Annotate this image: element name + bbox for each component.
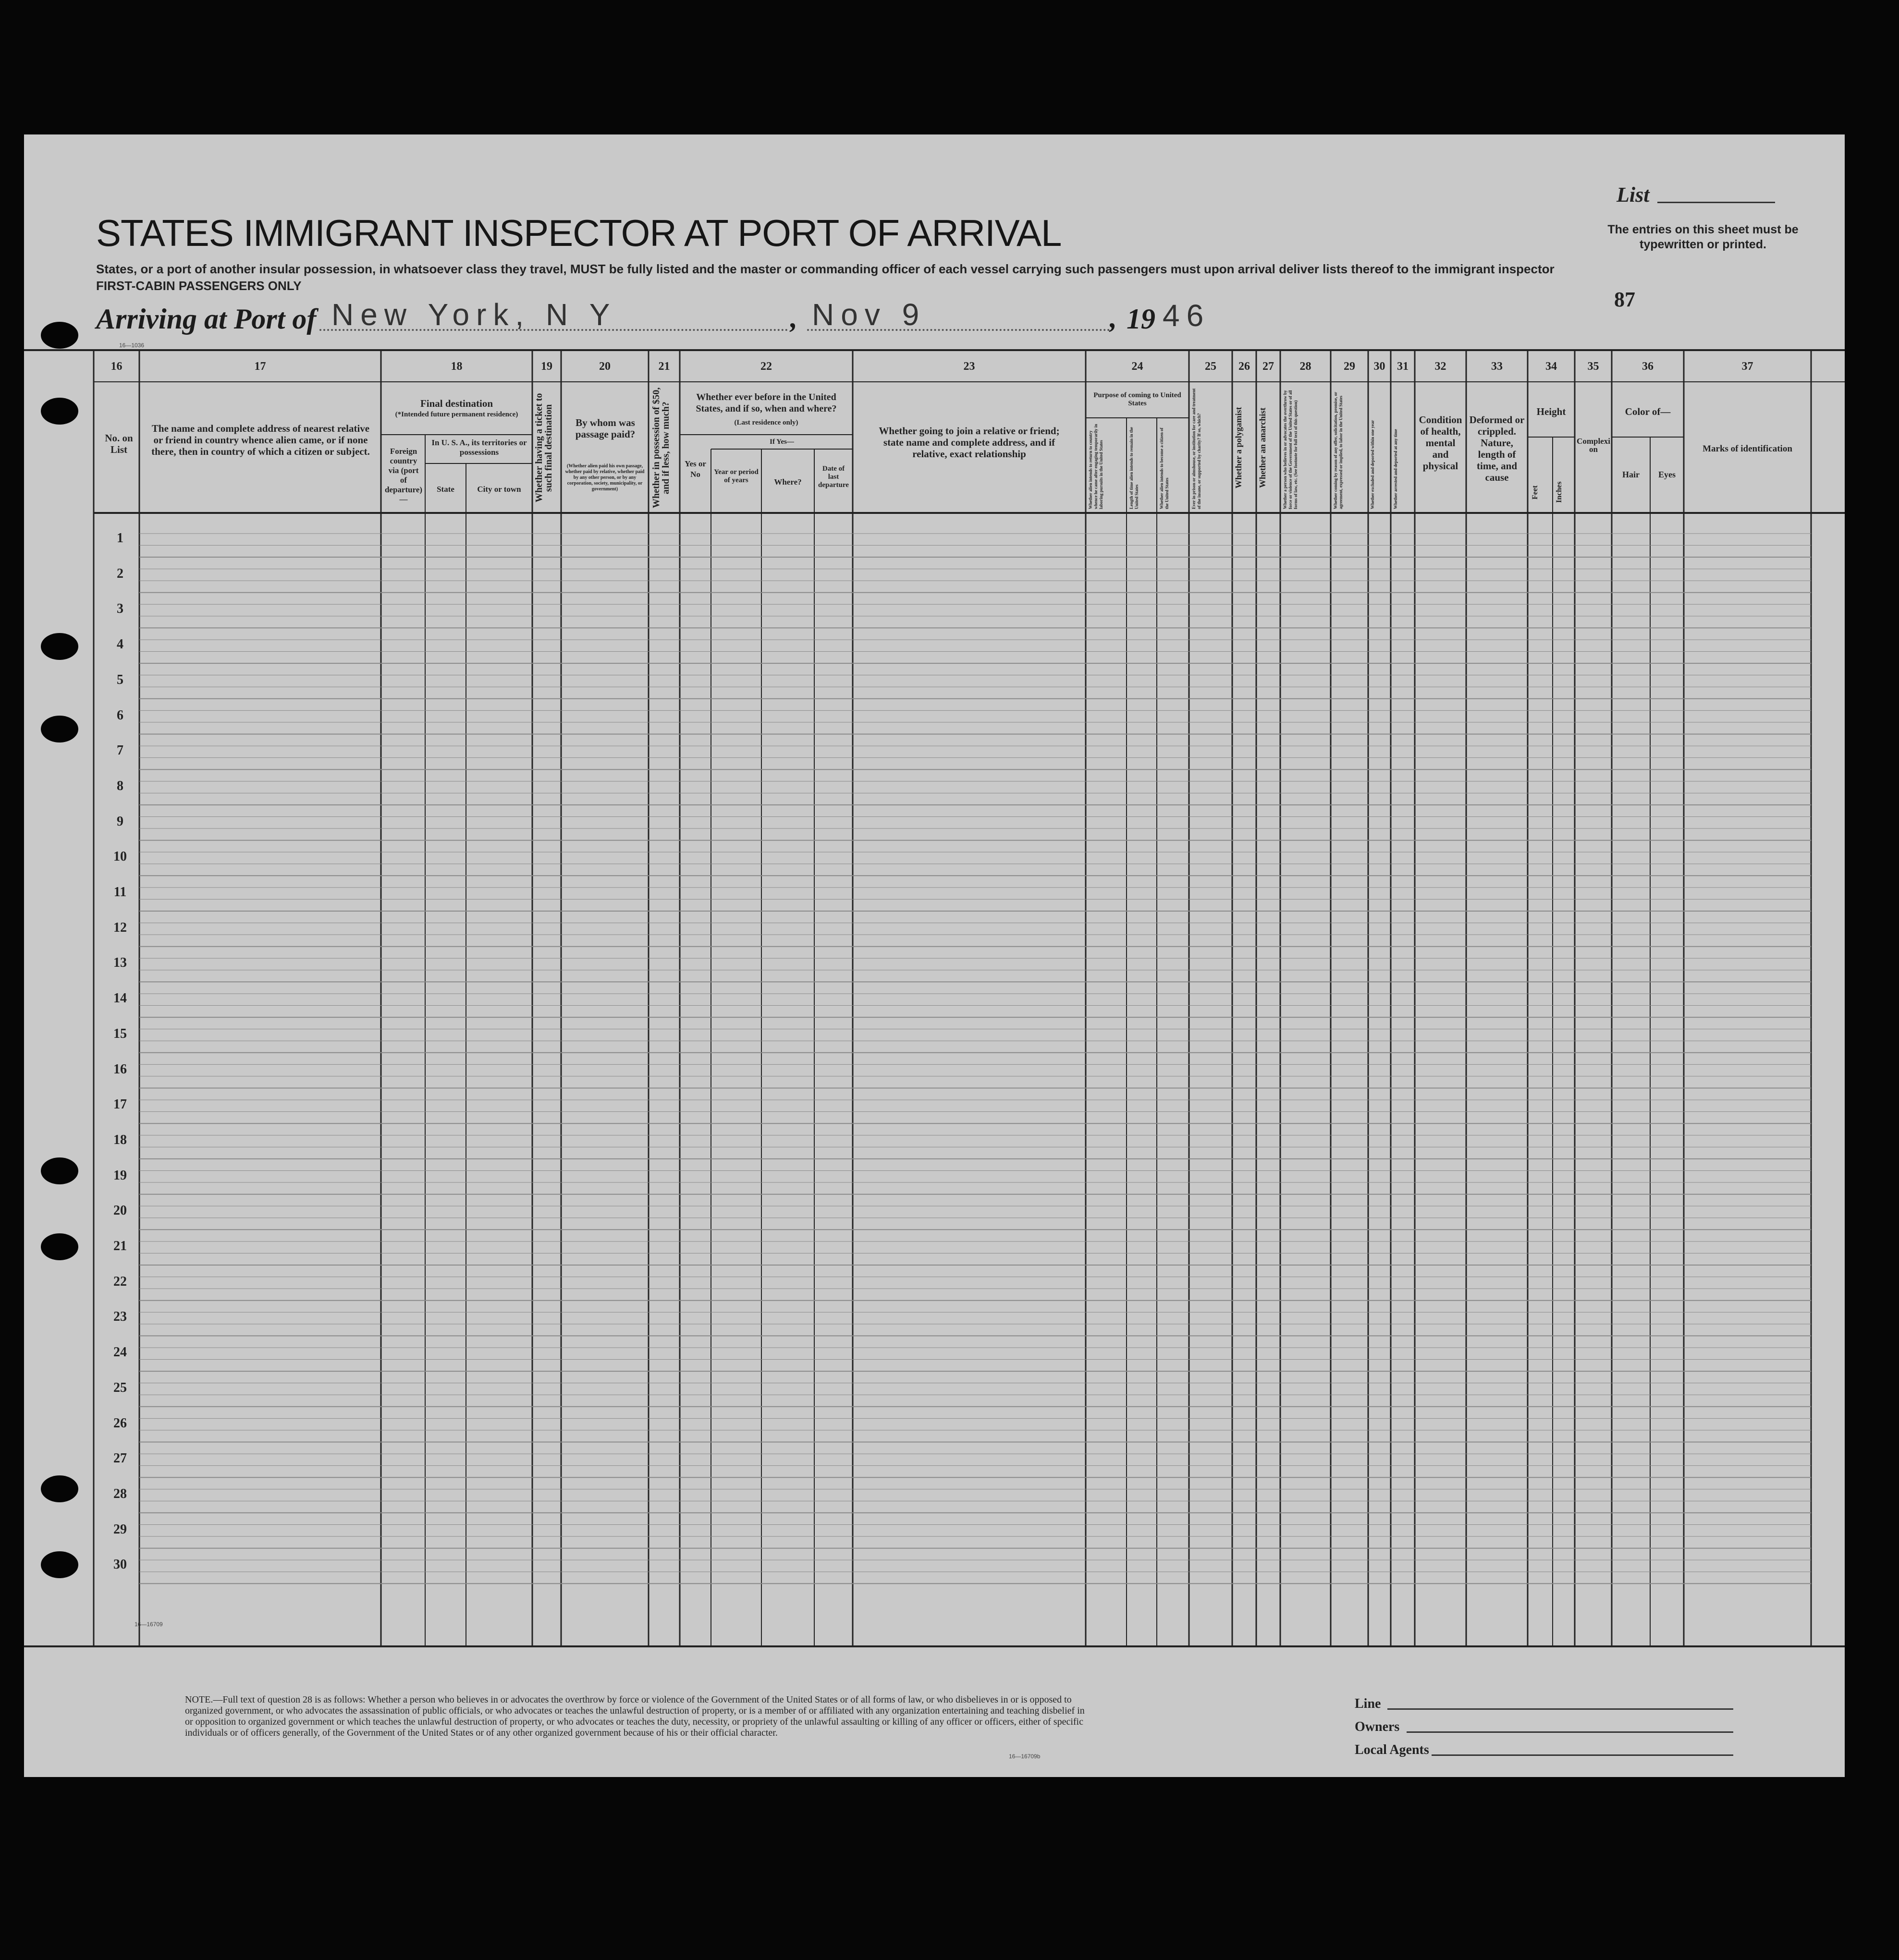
row-number: 20	[113, 1203, 127, 1218]
row-number: 6	[117, 707, 123, 723]
line-label: Line	[1355, 1696, 1381, 1711]
col-number: 37	[1741, 360, 1753, 373]
comma: ,	[790, 302, 797, 334]
col-number: 22	[760, 360, 772, 373]
col23-header: Whether going to join a relative or friend; state name and complete address, and if relative, exact relationship	[879, 425, 1060, 460]
col34-inches: Inches	[1555, 481, 1563, 503]
col26-header: Whether a polygamist	[1234, 407, 1243, 489]
agents-label: Local Agents	[1355, 1742, 1429, 1757]
form-code: 16—16709b	[1009, 1753, 1041, 1760]
col18-state: State	[437, 485, 454, 494]
col-number: 33	[1491, 360, 1503, 373]
col-number: 16	[110, 360, 123, 373]
row-number: 13	[113, 955, 127, 971]
col-number: 19	[541, 360, 552, 373]
year-prefix: 19	[1127, 303, 1155, 335]
row-number: 9	[117, 814, 123, 829]
row-number: 27	[113, 1451, 127, 1466]
col-number: 31	[1397, 360, 1409, 373]
col22-note: (Last residence only)	[734, 419, 798, 426]
arriving-label: Arriving at Port of	[96, 303, 317, 335]
row-number: 21	[113, 1239, 127, 1254]
page-number: 87	[1614, 288, 1635, 311]
col-number: 21	[658, 360, 670, 373]
col-number: 18	[451, 360, 463, 373]
col-number: 26	[1238, 360, 1250, 373]
list-label: List	[1617, 183, 1650, 207]
col17-header: The name and complete address of nearest relative or friend in country whence alien came, or if none there, then in country of which a citizen or subject.	[151, 423, 370, 457]
col-number: 36	[1642, 360, 1654, 373]
col32-header: Condition of health, mental and physical	[1419, 414, 1462, 472]
row-number: 15	[113, 1026, 127, 1041]
agents-field	[1432, 1754, 1733, 1756]
col-number: 20	[599, 360, 611, 373]
col-number: 23	[963, 360, 975, 373]
col-number: 24	[1131, 360, 1143, 373]
col29-header: Whether coming by reason of any offer, solicitation, promise, or agreement, expressed or implied, to labor in the United States	[1333, 392, 1343, 509]
row-number: 7	[117, 743, 123, 758]
owners-field	[1407, 1731, 1733, 1733]
row-number: 16	[113, 1061, 127, 1077]
col20-note: (Whether alien paid his own passage, whether paid by relative, whether paid by any other person, or by any corporation, society, municipality, or government)	[565, 463, 645, 492]
row-number: 26	[113, 1415, 127, 1431]
row-number: 12	[113, 920, 127, 935]
row-number: 22	[113, 1274, 127, 1289]
row-number: 23	[113, 1309, 127, 1325]
col25-header: Ever in prison or almshouse, or institution for care and treatment of the insane, or supported by charity? If so, which?	[1191, 388, 1201, 509]
row-number: 30	[113, 1557, 127, 1572]
port-value: New York, N Y	[331, 297, 617, 332]
col30-header: Whether excluded and deported within one year	[1370, 420, 1375, 509]
row-number: 19	[113, 1168, 127, 1183]
col27-header: Whether an anarchist	[1258, 407, 1267, 488]
col18-usa: In U. S. A., its territories or possessions	[431, 438, 527, 457]
col-number: 25	[1205, 360, 1216, 373]
row-number: 29	[113, 1522, 127, 1537]
col35-header: Complexion	[1577, 437, 1610, 454]
cabin-note: FIRST-CABIN PASSENGERS ONLY	[96, 279, 302, 293]
col22-yesno: Yes or No	[685, 459, 706, 479]
form-code: 16—16709	[135, 1621, 163, 1628]
col16-header: No. on List	[105, 432, 133, 455]
date-value: Nov 9	[812, 297, 926, 332]
row-number: 8	[117, 778, 123, 793]
footnote: NOTE.—Full text of question 28 is as follows: Whether a person who believes in or advocates the overthrow by force or violence of the Government of the United States or of all forms of law, or who disbelieves in or is opposed to organized government, or who advocates the assassination of public officials, or who advocates or teaches the unlawful destruction of property, or is a member of or affiliated with any organization entertaining and teaching disbelief in or opposition to organized government or which teaches the unlawful destruction of property, or who advocates or teaches the duty, necessity, or propriety of the unlawful assaulting or killing of any officer or officers, either of specific individuals or of officers generally, of the Government of the United States or of any other organized government because of his or their official character.	[185, 1694, 1085, 1738]
owners-label: Owners	[1355, 1719, 1400, 1734]
col22-ifyes: If Yes—	[770, 438, 794, 446]
row-number: 17	[113, 1097, 127, 1112]
row-number: 25	[113, 1380, 127, 1395]
row-number: 10	[113, 849, 127, 864]
col18-foreign: Foreign country via (port of departure)—	[384, 447, 423, 504]
col-number: 30	[1373, 360, 1385, 373]
row-number: 3	[117, 601, 123, 617]
comma: ,	[1110, 302, 1117, 334]
col24-title: Purpose of coming to United States	[1093, 391, 1181, 407]
col-number: 28	[1299, 360, 1311, 373]
col36-hair: Hair	[1622, 470, 1640, 479]
typewritten-note: The entries on this sheet must be typewritten or printed.	[1607, 223, 1799, 251]
col24-b: Length of time alien intends to remain in the United States	[1129, 427, 1139, 509]
col-number: 34	[1545, 360, 1557, 373]
col20-header: By whom was passage paid?	[575, 417, 636, 440]
col-number: 35	[1587, 360, 1599, 373]
col28-header: Whether a person who believes in or advocates the overthrow by force or violence of the Government of the United States or of all forms of law, etc. (See footnote for full text of this question)	[1283, 390, 1298, 509]
row-number: 2	[117, 566, 123, 581]
row-number: 4	[117, 637, 123, 652]
year-value: 46	[1163, 298, 1211, 333]
col24-a: Whether alien intends to return to country whence he came after engaging temporarily in laboring pursuits in the United States	[1088, 424, 1103, 509]
col-number: 17	[254, 360, 266, 373]
col31-header: Whether arrested and deported at any time	[1393, 429, 1398, 509]
row-number: 1	[117, 531, 123, 546]
col19-header: Whether having a ticket to such final destination	[534, 393, 554, 503]
form-code: 16—1036	[119, 342, 145, 349]
col34-feet: Feet	[1531, 485, 1539, 499]
form-subtitle: States, or a port of another insular possession, in whatsoever class they travel, MUST be fully listed and the master or commanding officer of each vessel carrying such passengers must upon arrival deliver lists thereof to the immigrant inspector	[96, 262, 1555, 276]
col34-title: Height	[1536, 406, 1566, 417]
col22-date: Date of last departure	[818, 465, 849, 489]
col18-title: Final destination	[420, 398, 493, 409]
row-number: 14	[113, 991, 127, 1006]
row-number: 18	[113, 1132, 127, 1147]
col-number: 32	[1434, 360, 1446, 373]
col24-c: Whether alien intends to become a citizen of the United States	[1159, 427, 1169, 509]
line-field	[1387, 1708, 1733, 1710]
row-number: 11	[113, 885, 127, 900]
col-number: 29	[1344, 360, 1355, 373]
col18-note: (*Intended future permanent residence)	[395, 411, 518, 418]
row-number: 5	[117, 672, 123, 687]
row-number: 28	[113, 1486, 127, 1501]
col-number: 27	[1262, 360, 1274, 373]
col22-year: Year or period of years	[714, 468, 759, 484]
col18-city: City or town	[477, 485, 521, 494]
row-number: 24	[113, 1345, 127, 1360]
col22-title: Whether ever before in the United States, and if so, when and where?	[696, 392, 837, 414]
col36-title: Color of—	[1625, 406, 1671, 417]
col37-header: Marks of identification	[1703, 444, 1792, 454]
col33-header: Deformed or crippled. Nature, length of time, and cause	[1469, 414, 1525, 483]
col36-eyes: Eyes	[1658, 470, 1676, 479]
col21-header: Whether in possession of $50, and if less, how much?	[651, 387, 671, 509]
form-title: STATES IMMIGRANT INSPECTOR AT PORT OF ARRIVAL	[96, 212, 1062, 254]
col22-where: Where?	[774, 477, 802, 487]
